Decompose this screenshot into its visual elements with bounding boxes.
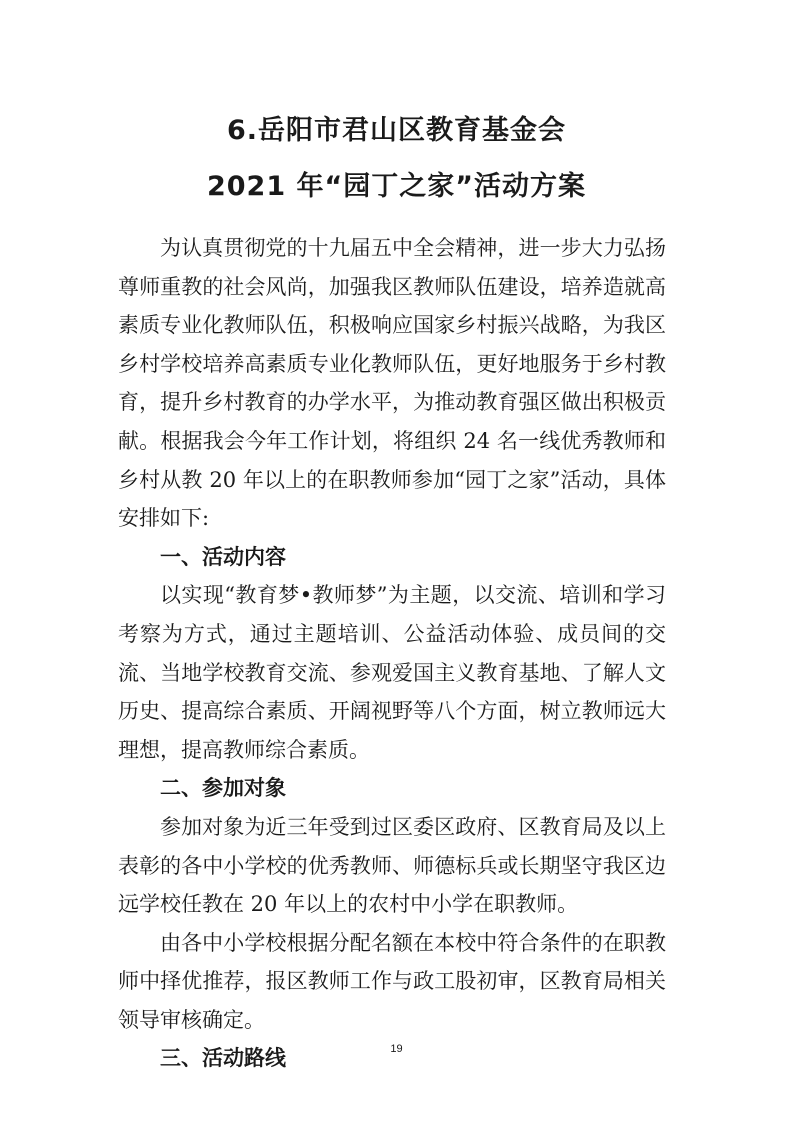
- participants-paragraph-2: 由各中小学校根据分配名额在本校中符合条件的在职教师中择优推荐，报区教师工作与政工股初审，区教育局相关领导审核确定。: [118, 930, 666, 1032]
- activity-content-paragraph: 以实现“教育梦•教师梦”为主题，以交流、培训和学习考察为方式，通过主题培训、公益活动体验、成员间的交流、当地学校教育交流、参观爱国主义教育基地、了解人文历史、提高综合素质、开阔视野等八个方面，树立教师远大理想，提高教师综合素质。: [118, 583, 666, 762]
- document-title-line-2: 2021 年“园丁之家”活动方案: [206, 171, 587, 202]
- section-heading-participants: 二、参加对象: [160, 776, 286, 801]
- document-body: [118, 229, 666, 1078]
- participants-paragraph-1: 参加对象为近三年受到过区委区政府、区教育局及以上表彰的各中小学校的优秀教师、师德标兵或长期坚守我区边远学校任教在 20 年以上的农村中小学在职教师。: [118, 814, 666, 917]
- intro-paragraph: 为认真贯彻党的十九届五中全会精神，进一步大力弘扬尊师重教的社会风尚，加强我区教师队伍建设，培养造就高素质专业化教师队伍，积极响应国家乡村振兴战略，为我区乡村学校培养高素质专业化教师队伍，更好地服务于乡村教育，提升乡村教育的办学水平，为推动教育强区做出积极贡献。根据我会今年工作计划，将组织 24 名一线优秀教师和乡村从教 20 年以上的在职教师参加“园丁之家”活动，具体安排如下:: [118, 236, 666, 531]
- section-heading-activity-content: 一、活动内容: [160, 544, 286, 569]
- section-heading-activity-route: 三、活动路线: [160, 1046, 286, 1071]
- page-number: 19: [390, 1043, 403, 1055]
- document-title-line-1: 6.岳阳市君山区教育基金会: [226, 115, 567, 146]
